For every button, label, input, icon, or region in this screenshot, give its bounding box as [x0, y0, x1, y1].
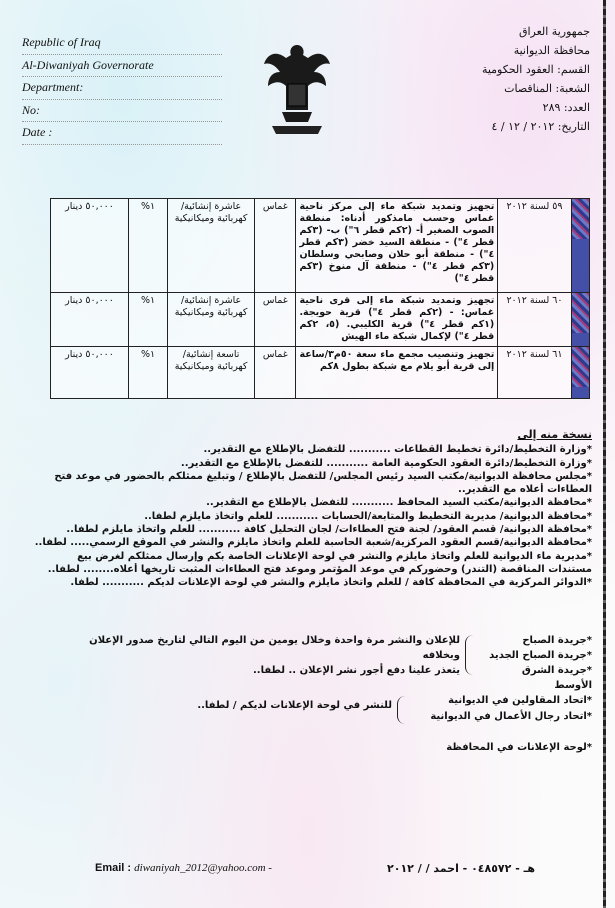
table-row	[51, 293, 590, 347]
project-fee: ٥٠,٠٠٠ دينار	[51, 347, 129, 399]
table-row	[51, 347, 590, 399]
country-label: Republic of Iraq	[22, 32, 222, 55]
copies-line: *محافظة الديوانية/ مديرية التخطيط والمتابعة/الحسابات ........... للعلم واتخاذ مايلزم لطفا..	[144, 510, 592, 522]
copies-line: *وزارة التخطيط/دائرة تخطيط القطاعات ........... للتفضل بالإطلاع مع التقدير..	[203, 444, 592, 456]
newspaper-name: *جريدة الصباح	[522, 635, 592, 646]
project-description: تجهيز وتمديد شبكة ماء إلى قرى ناحية غماس: - (٢كم قطر ٤") قرية حويجة. (١كم قطر ٤") قرية الكليبي. (٥، ٢كم قطر ٤") لإكمال شبكة ماء الهيش	[296, 293, 498, 347]
project-description: تجهيز وتنصيب مجمع ماء سعة ٥٠م٣/ساعة إلى قرية أبو يلام مع شبكة بطول ٨كم	[296, 347, 498, 399]
number-label: No:	[22, 100, 222, 123]
project-category: عاشرة إنشائية/ كهربائية وميكانيكية	[168, 293, 255, 347]
projects-table	[50, 198, 590, 399]
ref-date: التاريخ: ٢٠١٢ / ١٢ / ٤	[491, 120, 590, 133]
project-percent: ١%	[129, 293, 168, 347]
project-thumbnail	[571, 347, 589, 399]
date-label: Date :	[22, 122, 222, 145]
email-address: diwaniyah_2012@yahoo.com -	[134, 862, 272, 874]
notice-board-line: *لوحة الإعلانات في المحافظة	[446, 742, 592, 753]
copies-line: *مجلس محافظة الديوانية/مكتب السيد رئيس المجلس/ للتفضل بالإطلاع / وتبليغ ممثلكم بالحضور في موعد فتح	[54, 470, 592, 482]
project-location: غماس	[255, 199, 296, 293]
association-instructions: للنشر في لوحة الإعلانات لديكم / لطفا..	[197, 700, 392, 711]
page-edge	[603, 0, 606, 908]
copies-line: العطاءات أعلاه مع التقدير..	[458, 484, 592, 496]
newspaper-list	[482, 633, 592, 693]
project-description: تجهيز وتمديد شبكة ماء إلى مركز ناحية غماس وحسب مامذكور أدناه: منطقة الصوب الصغير أ- (٢كم قطر ٦") ب- (٣كم قطر ٤") - منطقة السيد خضر (٣كم قطر ٤") - منطقة أبو حلان وصابحي وسلطان (٣كم قطر ٤") - منطقة آل منوخ (٣كم قطر ٤")	[296, 199, 498, 293]
copies-line: *محافظة الديوانية/ قسم العقود/ لجنة فتح العطاءات/ لجان التحليل كافة ........... للعلم واتخاذ مايلزم لطفا..	[66, 524, 592, 536]
header-left	[22, 32, 222, 145]
copies-line: *مديرية ماء الديوانية للعلم واتخاذ مايلزم والنشر في لوحة الإعلانات الخاصة بكم وإرسال ممثلكم لغرض بيع	[77, 550, 592, 562]
project-fee: ٥٠,٠٠٠ دينار	[51, 199, 129, 293]
eagle-emblem-icon	[262, 40, 332, 140]
project-number: ٥٩ لسنة ٢٠١٢	[498, 199, 571, 293]
newspaper-name: *جريدة الشرق الأوسط	[521, 665, 592, 691]
ref-number: العدد: ٢٨٩	[542, 101, 590, 114]
project-number: ٦٠ لسنة ٢٠١٢	[498, 293, 571, 347]
copies-section	[30, 428, 592, 590]
header-right	[430, 22, 590, 136]
association-name: *اتحاد المقاولين في الديوانية	[448, 695, 592, 706]
copies-title: نسخة منه إلى	[517, 428, 592, 441]
footer	[95, 862, 535, 878]
copies-line: *وزارة التخطيط/دائرة العقود الحكومية العامة ........... للتفضل بالإطلاع مع التقدير..	[180, 457, 592, 469]
footer-email	[95, 862, 272, 874]
project-fee: ٥٠,٠٠٠ دينار	[51, 293, 129, 347]
project-thumbnail	[571, 199, 589, 293]
copies-line: *محافظة الديوانية/قسم العقود المركزية/شعبة الحاسبة للعلم واتخاذ مايلزم والنشر في الموقع الرسمي..... لطفا..	[34, 537, 592, 549]
associations-block	[150, 693, 592, 733]
brace-mark	[397, 696, 406, 724]
project-category: عاشرة إنشائية/ كهربائية وميكانيكية	[168, 199, 255, 293]
governorate-ar-label: محافظة الديوانية	[513, 44, 590, 57]
newspaper-name: *جريدة الصباح الجديد	[489, 650, 592, 661]
newspaper-text-2: يتعذر علينا دفع أجور نشر الإعلان .. لطفا..	[252, 665, 460, 676]
project-thumbnail	[571, 293, 589, 347]
copies-line: *محافظة الديوانية/مكتب السيد المحافظ ........... للتفضل بالإطلاع مع التقدير..	[206, 497, 592, 509]
project-category: تاسعة إنشائية/ كهربائية وميكانيكية	[168, 347, 255, 399]
project-location: غماس	[255, 347, 296, 399]
footer-signature: هـ - ٠٤٨٥٧٢ - احمد / / ٢٠١٢	[387, 862, 535, 875]
newspapers-block	[80, 633, 592, 691]
brace-mark	[465, 635, 474, 675]
newspaper-text-1: للإعلان والنشر مرة واحدة وخلال يومين من اليوم التالي لتاريخ صدور الإعلان وبخلافه	[89, 635, 460, 661]
governorate-label: Al-Diwaniyah Governorate	[22, 55, 222, 78]
email-label: Email :	[95, 862, 132, 874]
newspaper-instructions	[80, 633, 460, 678]
association-name: *اتحاد رجال الأعمال في الديوانية	[430, 711, 592, 722]
department-label: Department:	[22, 77, 222, 100]
project-percent: ١%	[129, 347, 168, 399]
table-row	[51, 199, 590, 293]
project-location: غماس	[255, 293, 296, 347]
project-number: ٦١ لسنة ٢٠١٢	[498, 347, 571, 399]
republic-label: جمهورية العراق	[518, 25, 590, 38]
section-label: القسم: العقود الحكومية	[481, 63, 590, 76]
association-list	[412, 693, 592, 725]
copies-line: مستندات المناقصة (التندر) وحضوركم في موعد المؤتمر وموعد فتح العطاءات المثبت تاريخها أعلاه........ لطفا..	[47, 563, 592, 575]
project-percent: ١%	[129, 199, 168, 293]
division-label: الشعبة: المناقصات	[504, 82, 590, 95]
copies-line: *الدوائر المركزية في المحافظة كافة / للعلم واتخاذ مايلزم والنشر في لوحة الإعلانات لديكم ........... لطفا.	[70, 577, 592, 589]
